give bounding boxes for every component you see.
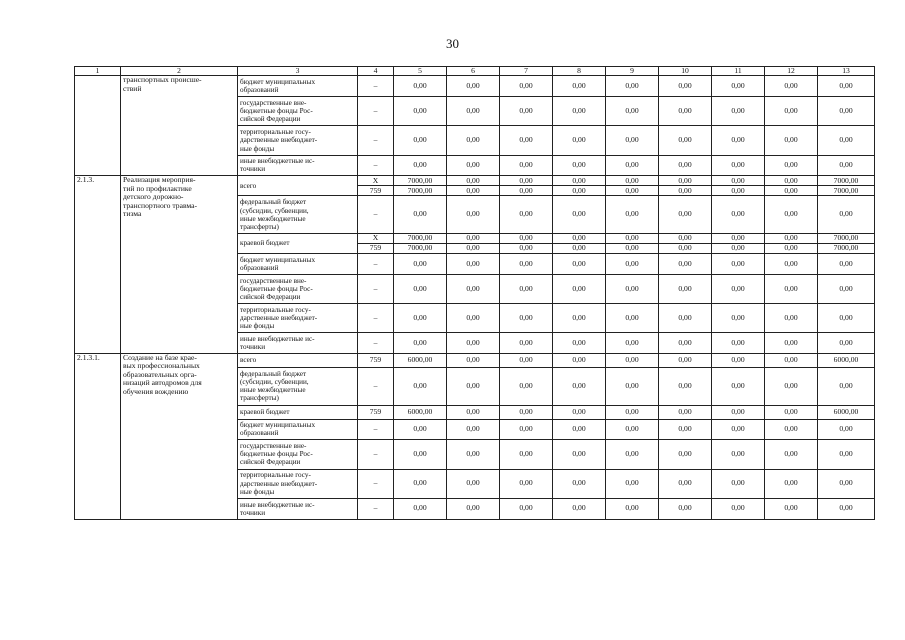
amount-col-8: 0,00	[553, 274, 606, 303]
amount-col-10: 0,00	[659, 440, 712, 469]
admin-code: –	[358, 367, 394, 405]
admin-code: –	[358, 196, 394, 234]
funding-source: государственные вне- бюджетные фонды Рос- сийской Федерации	[238, 274, 358, 303]
amount-col-10: 0,00	[659, 469, 712, 498]
amount-col-9: 0,00	[606, 176, 659, 186]
amount-col-6: 0,00	[447, 469, 500, 498]
admin-code: –	[358, 333, 394, 354]
admin-code: –	[358, 155, 394, 176]
column-number-5: 5	[394, 67, 447, 76]
amount-col-6: 0,00	[447, 196, 500, 234]
amount-col-8: 0,00	[553, 155, 606, 176]
amount-col-11: 0,00	[712, 353, 765, 367]
amount-col-8: 0,00	[553, 440, 606, 469]
amount-col-9: 0,00	[606, 186, 659, 196]
admin-code: –	[358, 303, 394, 332]
column-number-10: 10	[659, 67, 712, 76]
amount-col-5: 0,00	[394, 253, 447, 274]
amount-col-7: 0,00	[500, 303, 553, 332]
amount-col-13: 0,00	[818, 367, 875, 405]
amount-col-5: 6000,00	[394, 353, 447, 367]
amount-col-13: 6000,00	[818, 405, 875, 419]
amount-col-8: 0,00	[553, 333, 606, 354]
amount-col-5: 7000,00	[394, 176, 447, 186]
amount-col-7: 0,00	[500, 196, 553, 234]
amount-col-5: 6000,00	[394, 405, 447, 419]
amount-col-11: 0,00	[712, 440, 765, 469]
amount-col-7: 0,00	[500, 367, 553, 405]
amount-col-5: 7000,00	[394, 243, 447, 253]
amount-col-10: 0,00	[659, 367, 712, 405]
amount-col-5: 0,00	[394, 469, 447, 498]
amount-col-12: 0,00	[765, 196, 818, 234]
amount-col-9: 0,00	[606, 243, 659, 253]
amount-col-9: 0,00	[606, 76, 659, 97]
amount-col-9: 0,00	[606, 419, 659, 440]
amount-col-13: 7000,00	[818, 176, 875, 186]
admin-code: –	[358, 440, 394, 469]
amount-col-12: 0,00	[765, 155, 818, 176]
amount-col-5: 7000,00	[394, 186, 447, 196]
event-code: 2.1.3.	[75, 176, 121, 354]
amount-col-13: 0,00	[818, 155, 875, 176]
amount-col-6: 0,00	[447, 405, 500, 419]
amount-col-13: 0,00	[818, 303, 875, 332]
amount-col-8: 0,00	[553, 243, 606, 253]
amount-col-10: 0,00	[659, 303, 712, 332]
amount-col-10: 0,00	[659, 353, 712, 367]
amount-col-6: 0,00	[447, 243, 500, 253]
funding-source: бюджет муниципальных образований	[238, 253, 358, 274]
amount-col-13: 7000,00	[818, 186, 875, 196]
funding-source: бюджет муниципальных образований	[238, 76, 358, 97]
funding-source: территориальные госу- дарственные внебюджет- ные фонды	[238, 469, 358, 498]
amount-col-8: 0,00	[553, 196, 606, 234]
amount-col-11: 0,00	[712, 333, 765, 354]
amount-col-11: 0,00	[712, 405, 765, 419]
admin-code: 759	[358, 186, 394, 196]
admin-code: –	[358, 253, 394, 274]
table-row	[75, 353, 875, 367]
amount-col-6: 0,00	[447, 303, 500, 332]
funding-source: государственные вне- бюджетные фонды Рос- сийской Федерации	[238, 440, 358, 469]
amount-col-13: 6000,00	[818, 353, 875, 367]
amount-col-11: 0,00	[712, 469, 765, 498]
amount-col-6: 0,00	[447, 333, 500, 354]
amount-col-10: 0,00	[659, 405, 712, 419]
amount-col-12: 0,00	[765, 274, 818, 303]
amount-col-5: 0,00	[394, 274, 447, 303]
column-number-7: 7	[500, 67, 553, 76]
amount-col-7: 0,00	[500, 405, 553, 419]
amount-col-5: 0,00	[394, 196, 447, 234]
amount-col-10: 0,00	[659, 126, 712, 155]
column-number-11: 11	[712, 67, 765, 76]
admin-code: X	[358, 176, 394, 186]
amount-col-10: 0,00	[659, 274, 712, 303]
amount-col-12: 0,00	[765, 405, 818, 419]
admin-code: –	[358, 76, 394, 97]
amount-col-13: 7000,00	[818, 243, 875, 253]
amount-col-7: 0,00	[500, 126, 553, 155]
amount-col-10: 0,00	[659, 155, 712, 176]
amount-col-10: 0,00	[659, 186, 712, 196]
funding-source: всего	[238, 176, 358, 196]
amount-col-9: 0,00	[606, 303, 659, 332]
amount-col-11: 0,00	[712, 253, 765, 274]
amount-col-5: 0,00	[394, 97, 447, 126]
amount-col-7: 0,00	[500, 176, 553, 186]
amount-col-6: 0,00	[447, 253, 500, 274]
amount-col-10: 0,00	[659, 333, 712, 354]
column-number-2: 2	[121, 67, 238, 76]
budget-table	[74, 66, 875, 520]
amount-col-8: 0,00	[553, 303, 606, 332]
amount-col-13: 0,00	[818, 97, 875, 126]
column-number-1: 1	[75, 67, 121, 76]
event-name: транспортных происше- ствий	[121, 76, 238, 176]
amount-col-12: 0,00	[765, 176, 818, 186]
amount-col-11: 0,00	[712, 303, 765, 332]
amount-col-6: 0,00	[447, 440, 500, 469]
funding-source: федеральный бюджет (субсидии, субвенции, иные межбюджетные трансферты)	[238, 196, 358, 234]
amount-col-7: 0,00	[500, 498, 553, 519]
amount-col-7: 0,00	[500, 233, 553, 243]
amount-col-7: 0,00	[500, 469, 553, 498]
amount-col-9: 0,00	[606, 367, 659, 405]
amount-col-5: 0,00	[394, 76, 447, 97]
column-number-9: 9	[606, 67, 659, 76]
amount-col-10: 0,00	[659, 498, 712, 519]
amount-col-8: 0,00	[553, 405, 606, 419]
amount-col-5: 0,00	[394, 155, 447, 176]
column-number-12: 12	[765, 67, 818, 76]
amount-col-7: 0,00	[500, 97, 553, 126]
amount-col-13: 0,00	[818, 333, 875, 354]
amount-col-5: 0,00	[394, 440, 447, 469]
funding-source: краевой бюджет	[238, 233, 358, 253]
column-number-4: 4	[358, 67, 394, 76]
amount-col-5: 0,00	[394, 419, 447, 440]
funding-source: бюджет муниципальных образований	[238, 419, 358, 440]
funding-source: территориальные госу- дарственные внебюджет- ные фонды	[238, 126, 358, 155]
amount-col-13: 0,00	[818, 440, 875, 469]
amount-col-12: 0,00	[765, 303, 818, 332]
amount-col-6: 0,00	[447, 233, 500, 243]
amount-col-9: 0,00	[606, 97, 659, 126]
amount-col-9: 0,00	[606, 469, 659, 498]
admin-code: 759	[358, 353, 394, 367]
column-number-8: 8	[553, 67, 606, 76]
amount-col-12: 0,00	[765, 498, 818, 519]
funding-source: иные внебюджетные ис- точники	[238, 155, 358, 176]
amount-col-8: 0,00	[553, 353, 606, 367]
admin-code: –	[358, 469, 394, 498]
amount-col-6: 0,00	[447, 498, 500, 519]
amount-col-6: 0,00	[447, 274, 500, 303]
column-number-3: 3	[238, 67, 358, 76]
amount-col-13: 0,00	[818, 126, 875, 155]
event-code	[75, 76, 121, 176]
amount-col-10: 0,00	[659, 196, 712, 234]
admin-code: –	[358, 126, 394, 155]
amount-col-10: 0,00	[659, 243, 712, 253]
amount-col-13: 0,00	[818, 196, 875, 234]
amount-col-11: 0,00	[712, 176, 765, 186]
admin-code: –	[358, 274, 394, 303]
amount-col-9: 0,00	[606, 440, 659, 469]
amount-col-13: 0,00	[818, 76, 875, 97]
table-row	[75, 76, 875, 97]
admin-code: 759	[358, 405, 394, 419]
amount-col-12: 0,00	[765, 233, 818, 243]
amount-col-7: 0,00	[500, 243, 553, 253]
amount-col-9: 0,00	[606, 353, 659, 367]
amount-col-10: 0,00	[659, 76, 712, 97]
amount-col-6: 0,00	[447, 353, 500, 367]
amount-col-8: 0,00	[553, 419, 606, 440]
funding-source: всего	[238, 353, 358, 367]
amount-col-11: 0,00	[712, 419, 765, 440]
amount-col-7: 0,00	[500, 333, 553, 354]
amount-col-9: 0,00	[606, 333, 659, 354]
amount-col-10: 0,00	[659, 97, 712, 126]
amount-col-9: 0,00	[606, 253, 659, 274]
admin-code: 759	[358, 243, 394, 253]
amount-col-7: 0,00	[500, 440, 553, 469]
amount-col-11: 0,00	[712, 97, 765, 126]
amount-col-6: 0,00	[447, 419, 500, 440]
amount-col-13: 0,00	[818, 498, 875, 519]
amount-col-6: 0,00	[447, 76, 500, 97]
amount-col-12: 0,00	[765, 440, 818, 469]
amount-col-5: 7000,00	[394, 233, 447, 243]
amount-col-9: 0,00	[606, 196, 659, 234]
amount-col-12: 0,00	[765, 243, 818, 253]
admin-code: –	[358, 419, 394, 440]
page-number: 30	[446, 36, 459, 51]
amount-col-11: 0,00	[712, 243, 765, 253]
amount-col-8: 0,00	[553, 76, 606, 97]
amount-col-11: 0,00	[712, 274, 765, 303]
admin-code: X	[358, 233, 394, 243]
amount-col-11: 0,00	[712, 186, 765, 196]
amount-col-8: 0,00	[553, 253, 606, 274]
amount-col-12: 0,00	[765, 419, 818, 440]
amount-col-6: 0,00	[447, 155, 500, 176]
amount-col-8: 0,00	[553, 126, 606, 155]
amount-col-11: 0,00	[712, 367, 765, 405]
amount-col-12: 0,00	[765, 333, 818, 354]
amount-col-7: 0,00	[500, 353, 553, 367]
amount-col-5: 0,00	[394, 498, 447, 519]
funding-source: государственные вне- бюджетные фонды Рос- сийской Федерации	[238, 97, 358, 126]
amount-col-7: 0,00	[500, 419, 553, 440]
amount-col-12: 0,00	[765, 469, 818, 498]
amount-col-12: 0,00	[765, 253, 818, 274]
amount-col-11: 0,00	[712, 233, 765, 243]
event-code: 2.1.3.1.	[75, 353, 121, 519]
amount-col-7: 0,00	[500, 76, 553, 97]
amount-col-6: 0,00	[447, 176, 500, 186]
amount-col-11: 0,00	[712, 498, 765, 519]
amount-col-7: 0,00	[500, 155, 553, 176]
table-body	[75, 67, 875, 520]
amount-col-11: 0,00	[712, 155, 765, 176]
amount-col-6: 0,00	[447, 97, 500, 126]
column-number-6: 6	[447, 67, 500, 76]
funding-source: иные внебюджетные ис- точники	[238, 498, 358, 519]
amount-col-6: 0,00	[447, 126, 500, 155]
funding-source: федеральный бюджет (субсидии, субвенции, иные межбюджетные трансферты)	[238, 367, 358, 405]
amount-col-12: 0,00	[765, 76, 818, 97]
admin-code: –	[358, 498, 394, 519]
amount-col-12: 0,00	[765, 367, 818, 405]
amount-col-8: 0,00	[553, 97, 606, 126]
amount-col-8: 0,00	[553, 233, 606, 243]
amount-col-8: 0,00	[553, 176, 606, 186]
table-row	[75, 176, 875, 186]
amount-col-5: 0,00	[394, 367, 447, 405]
amount-col-7: 0,00	[500, 186, 553, 196]
event-name: Реализация мероприя- тий по профилактике детского дорожно- транспортного травма- тизма	[121, 176, 238, 354]
amount-col-9: 0,00	[606, 126, 659, 155]
amount-col-13: 0,00	[818, 253, 875, 274]
amount-col-11: 0,00	[712, 126, 765, 155]
funding-source: иные внебюджетные ис- точники	[238, 333, 358, 354]
amount-col-5: 0,00	[394, 303, 447, 332]
column-number-row	[75, 67, 875, 76]
amount-col-7: 0,00	[500, 253, 553, 274]
amount-col-9: 0,00	[606, 274, 659, 303]
amount-col-9: 0,00	[606, 405, 659, 419]
amount-col-11: 0,00	[712, 196, 765, 234]
amount-col-10: 0,00	[659, 253, 712, 274]
amount-col-5: 0,00	[394, 333, 447, 354]
amount-col-13: 0,00	[818, 274, 875, 303]
amount-col-10: 0,00	[659, 233, 712, 243]
amount-col-7: 0,00	[500, 274, 553, 303]
amount-col-9: 0,00	[606, 155, 659, 176]
amount-col-8: 0,00	[553, 469, 606, 498]
amount-col-12: 0,00	[765, 186, 818, 196]
funding-source: краевой бюджет	[238, 405, 358, 419]
amount-col-8: 0,00	[553, 186, 606, 196]
amount-col-12: 0,00	[765, 97, 818, 126]
event-name: Создание на базе крае- вых профессиональных образовательных орга- низаций автодромов для обучения вождению	[121, 353, 238, 519]
column-number-13: 13	[818, 67, 875, 76]
amount-col-11: 0,00	[712, 76, 765, 97]
amount-col-12: 0,00	[765, 353, 818, 367]
amount-col-12: 0,00	[765, 126, 818, 155]
amount-col-9: 0,00	[606, 498, 659, 519]
amount-col-13: 7000,00	[818, 233, 875, 243]
amount-col-10: 0,00	[659, 176, 712, 186]
funding-source: территориальные госу- дарственные внебюджет- ные фонды	[238, 303, 358, 332]
amount-col-13: 0,00	[818, 419, 875, 440]
admin-code: –	[358, 97, 394, 126]
amount-col-6: 0,00	[447, 367, 500, 405]
amount-col-9: 0,00	[606, 233, 659, 243]
amount-col-6: 0,00	[447, 186, 500, 196]
amount-col-8: 0,00	[553, 367, 606, 405]
amount-col-10: 0,00	[659, 419, 712, 440]
amount-col-13: 0,00	[818, 469, 875, 498]
amount-col-8: 0,00	[553, 498, 606, 519]
amount-col-5: 0,00	[394, 126, 447, 155]
